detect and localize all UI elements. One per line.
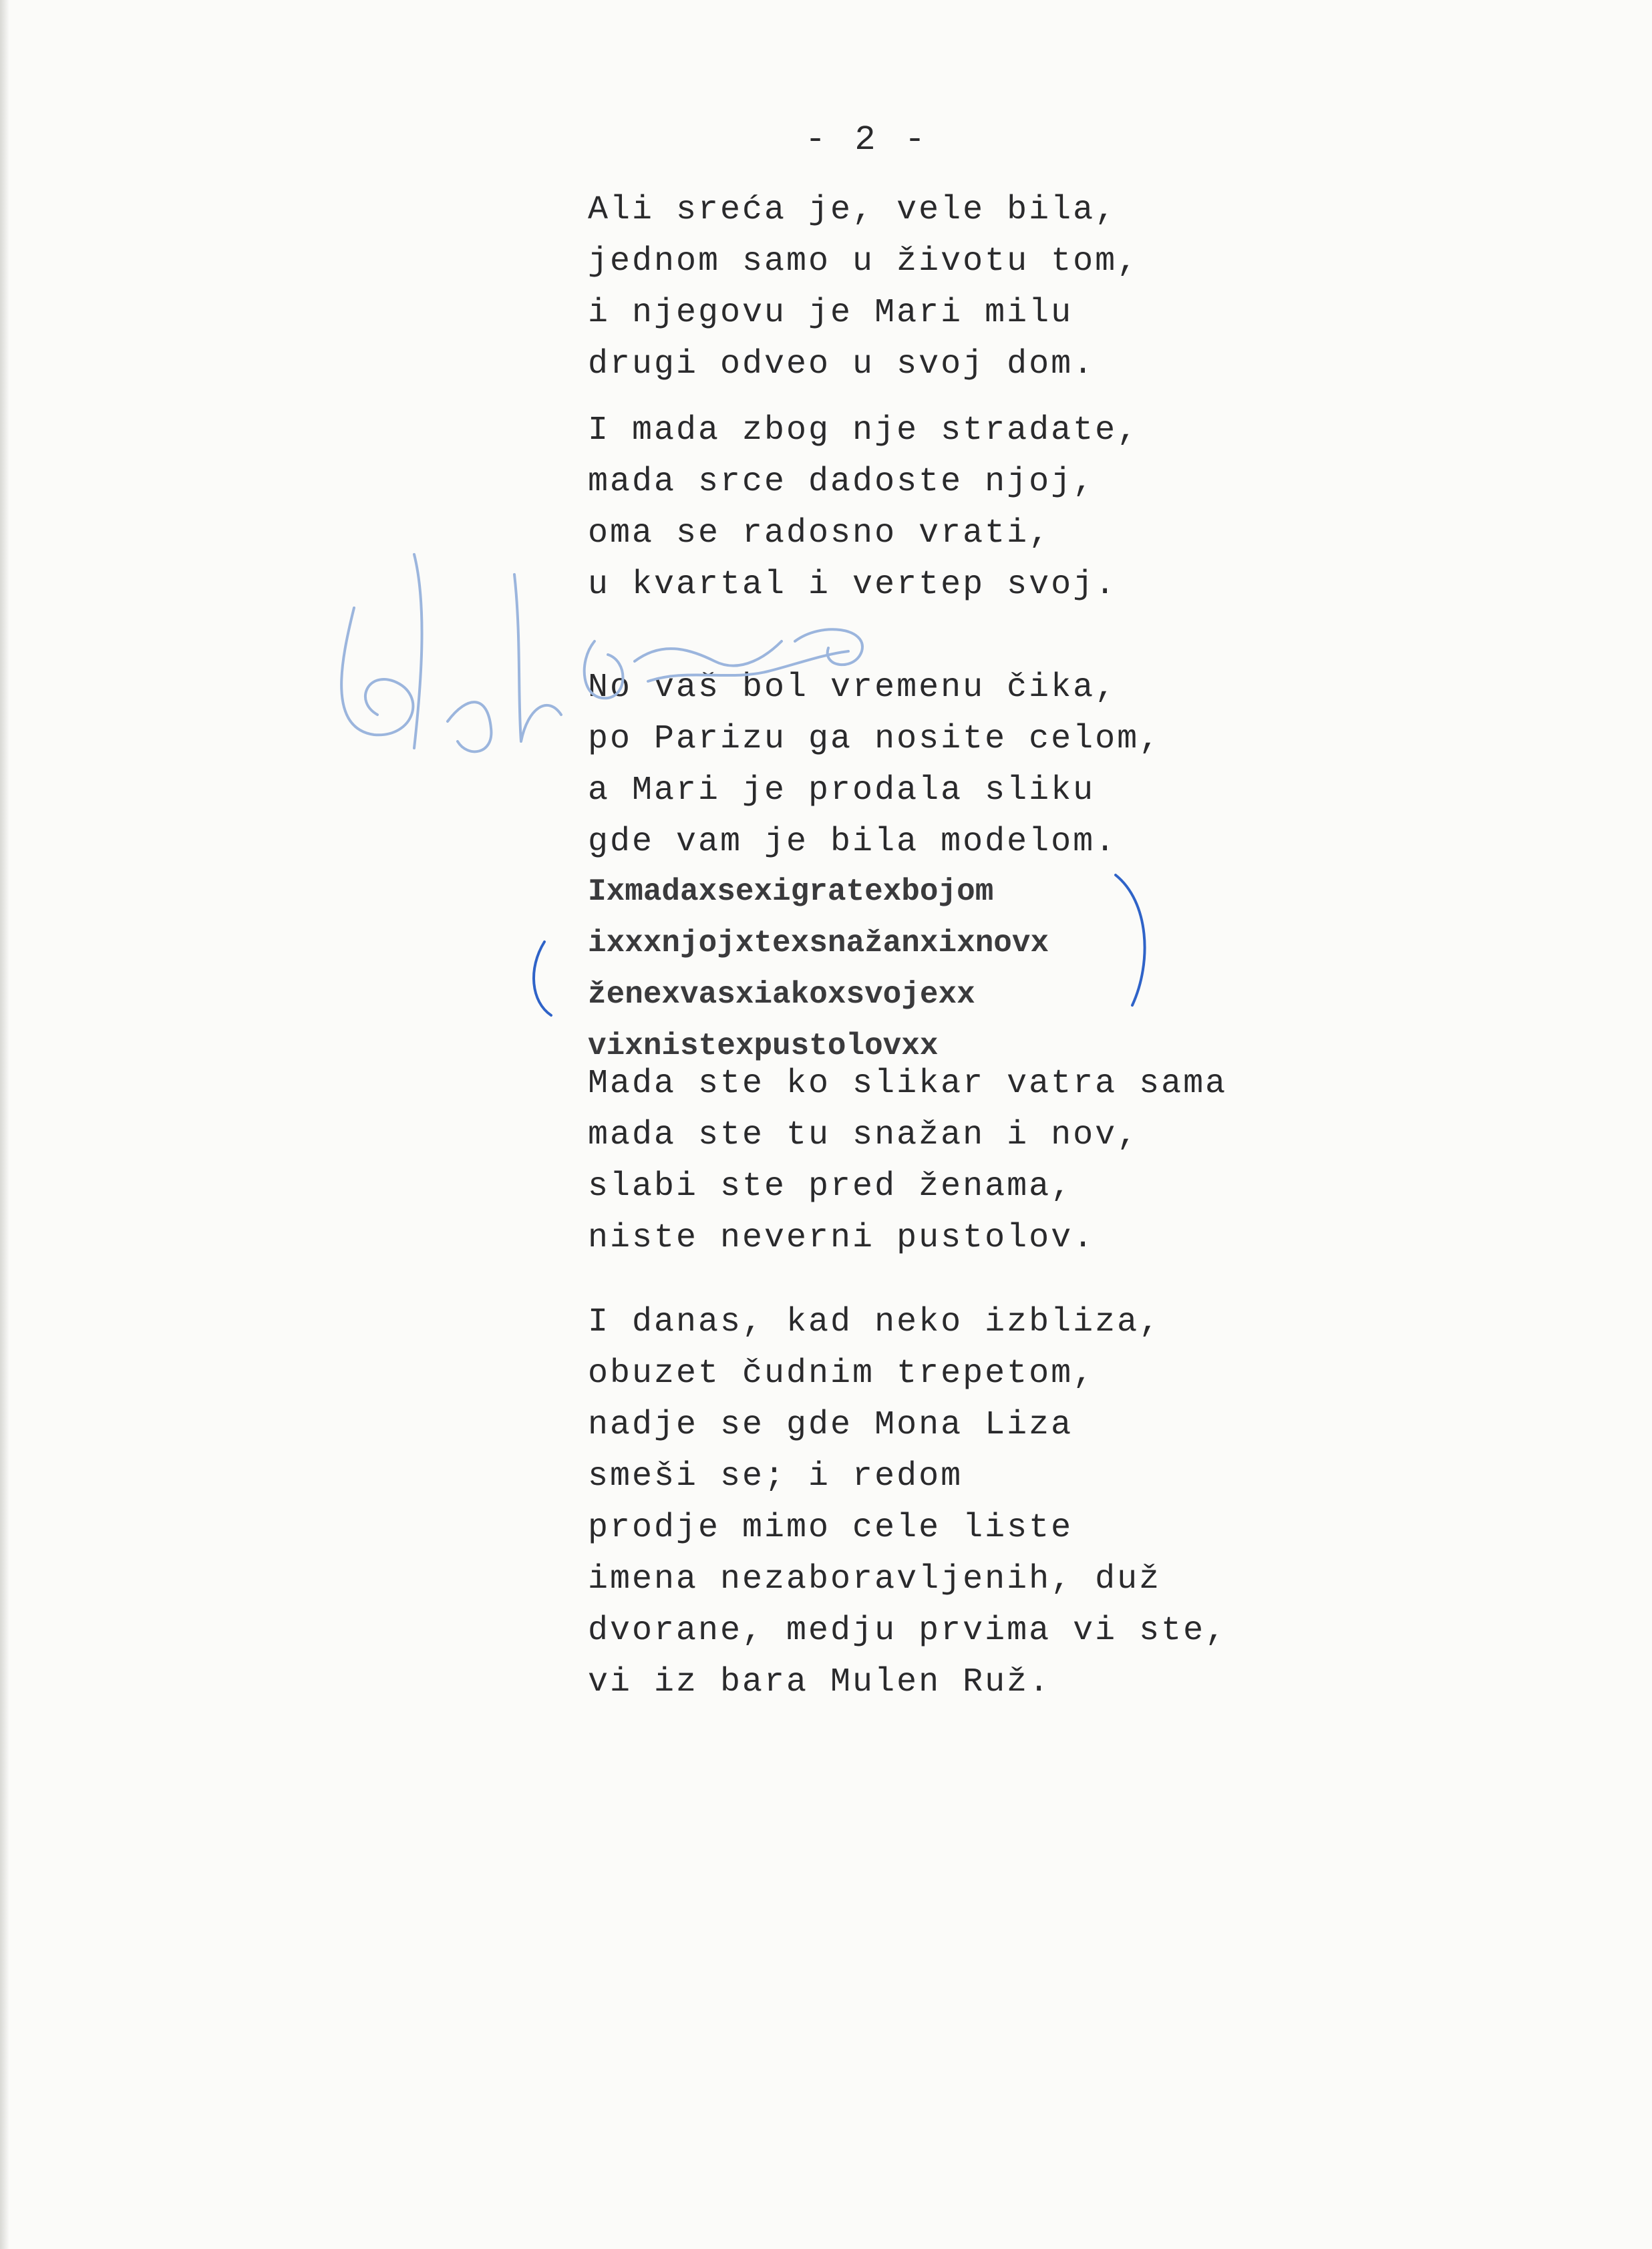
poem-line: mada ste tu snažan i nov, [588,1116,1140,1154]
page-number: - 2 - [805,120,930,160]
page-edge [0,0,9,2249]
pencil-signature [314,528,929,782]
poem-line: I mada zbog nje stradate, [588,411,1140,450]
poem-line: u kvartal i vertep svoj. [588,566,1118,604]
poem-line: imena nezaboravljenih, duž [588,1560,1162,1598]
poem-line: nadje se gde Mona Liza [588,1406,1073,1444]
struck-out-line: ženexvasxiakoxsvojexx [588,977,975,1012]
struck-out-line: ixxxnjojxtexsnažanxixnovx [588,926,1049,961]
poem-line: I danas, kad neko izbliza, [588,1303,1162,1341]
poem-line: slabi ste pred ženama, [588,1168,1073,1206]
poem-line: prodje mimo cele liste [588,1509,1073,1547]
struck-out-line: Ixmadaxsexigratexbojom [588,874,994,909]
poem-line: No vaš bol vremenu čika, [588,669,1118,707]
poem-line: dvorane, medju prvima vi ste, [588,1612,1228,1650]
poem-line: Mada ste ko slikar vatra sama [588,1065,1228,1103]
poem-line: obuzet čudnim trepetom, [588,1355,1096,1393]
poem-line: drugi odveo u svoj dom. [588,345,1096,383]
poem-line: gde vam je bila modelom. [588,823,1118,861]
poem-line: Ali sreća je, vele bila, [588,191,1118,229]
poem-line: a Mari je prodala sliku [588,771,1096,810]
ink-brackets [508,862,1176,1035]
poem-line: niste neverni pustolov. [588,1219,1096,1257]
struck-out-line: vixnistexpustolovxx [588,1029,939,1063]
poem-line: oma se radosno vrati, [588,514,1051,552]
poem-line: smeši se; i redom [588,1457,963,1496]
poem-line: vi iz bara Mulen Ruž. [588,1663,1051,1701]
poem-line: po Parizu ga nosite celom, [588,720,1162,758]
poem-line: jednom samo u životu tom, [588,242,1140,281]
poem-line: mada srce dadoste njoj, [588,463,1096,501]
poem-line: i njegovu je Mari milu [588,294,1073,332]
